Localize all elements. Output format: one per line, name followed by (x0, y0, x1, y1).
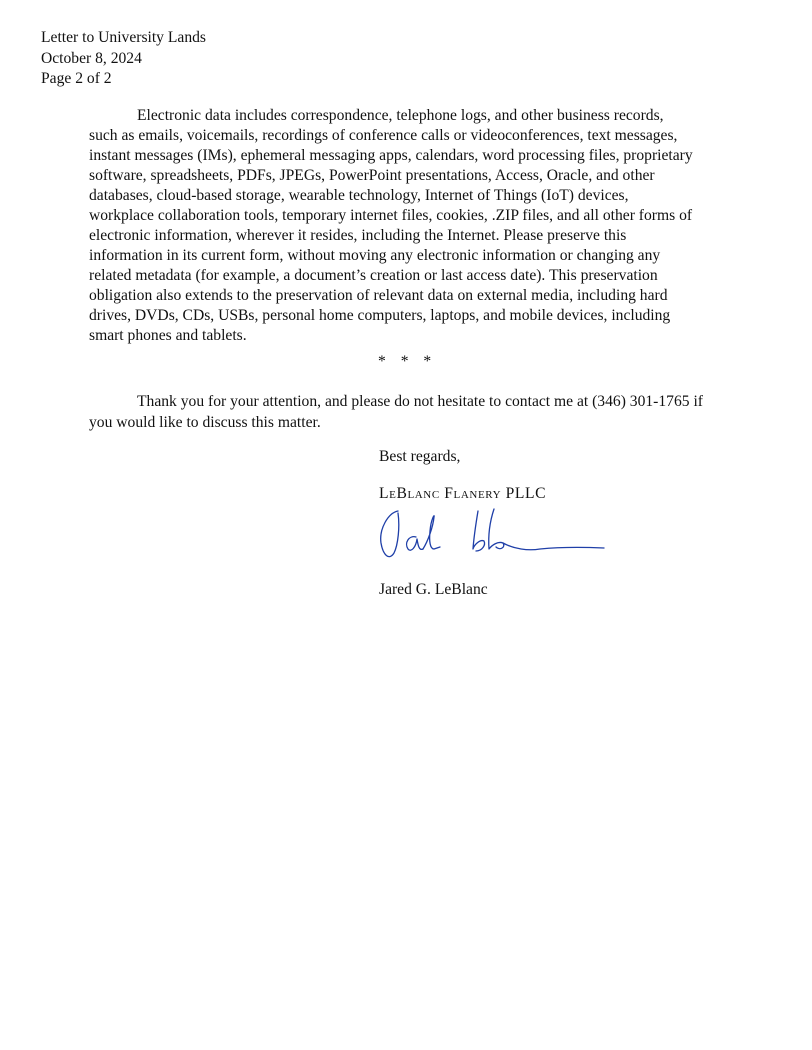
section-separator: * * * (378, 353, 432, 370)
paragraph-line: related metadata (for example, a document’s creation or last access date). This preservation (89, 267, 658, 284)
thanks-line: Thank you for your attention, and please do not hesitate to contact me at (346) 301-1765 if (137, 393, 703, 410)
letter-header (41, 28, 206, 90)
thanks-line: you would like to discuss this matter. (89, 414, 321, 431)
electronic-data-paragraph (89, 106, 709, 346)
paragraph-line: instant messages (IMs), ephemeral messaging apps, calendars, word processing files, proprietary (89, 147, 693, 164)
paragraph-line: databases, cloud-based storage, wearable technology, Internet of Things (IoT) devices, (89, 187, 629, 204)
paragraph-line: electronic information, wherever it resides, including the Internet. Please preserve this (89, 227, 627, 244)
paragraph-line: software, spreadsheets, PDFs, JPEGs, PowerPoint presentations, Access, Oracle, and other (89, 167, 655, 184)
closing-salutation: Best regards, (379, 448, 461, 465)
paragraph-line: workplace collaboration tools, temporary internet files, cookies, .ZIP files, and all other forms of (89, 207, 693, 224)
paragraph-line: obligation also extends to the preservation of relevant data on external media, including hard (89, 287, 668, 304)
paragraph-line: information in its current form, without moving any electronic information or changing any (89, 247, 661, 264)
thanks-paragraph (89, 391, 703, 433)
paragraph-line: Electronic data includes correspondence, telephone logs, and other business records, (137, 107, 664, 124)
header-recipient: Letter to University Lands (41, 29, 206, 46)
handwritten-signature (376, 505, 608, 567)
header-page-number: Page 2 of 2 (41, 70, 112, 87)
firm-name: LeBlanc Flanery PLLC (379, 485, 547, 502)
paragraph-line: such as emails, voicemails, recordings of conference calls or videoconferences, text messages, (89, 127, 678, 144)
header-date: October 8, 2024 (41, 49, 142, 67)
paragraph-line: drives, DVDs, CDs, USBs, personal home computers, laptops, and mobile devices, including (89, 307, 671, 324)
signer-name: Jared G. LeBlanc (379, 581, 488, 598)
paragraph-line: smart phones and tablets. (89, 327, 247, 344)
